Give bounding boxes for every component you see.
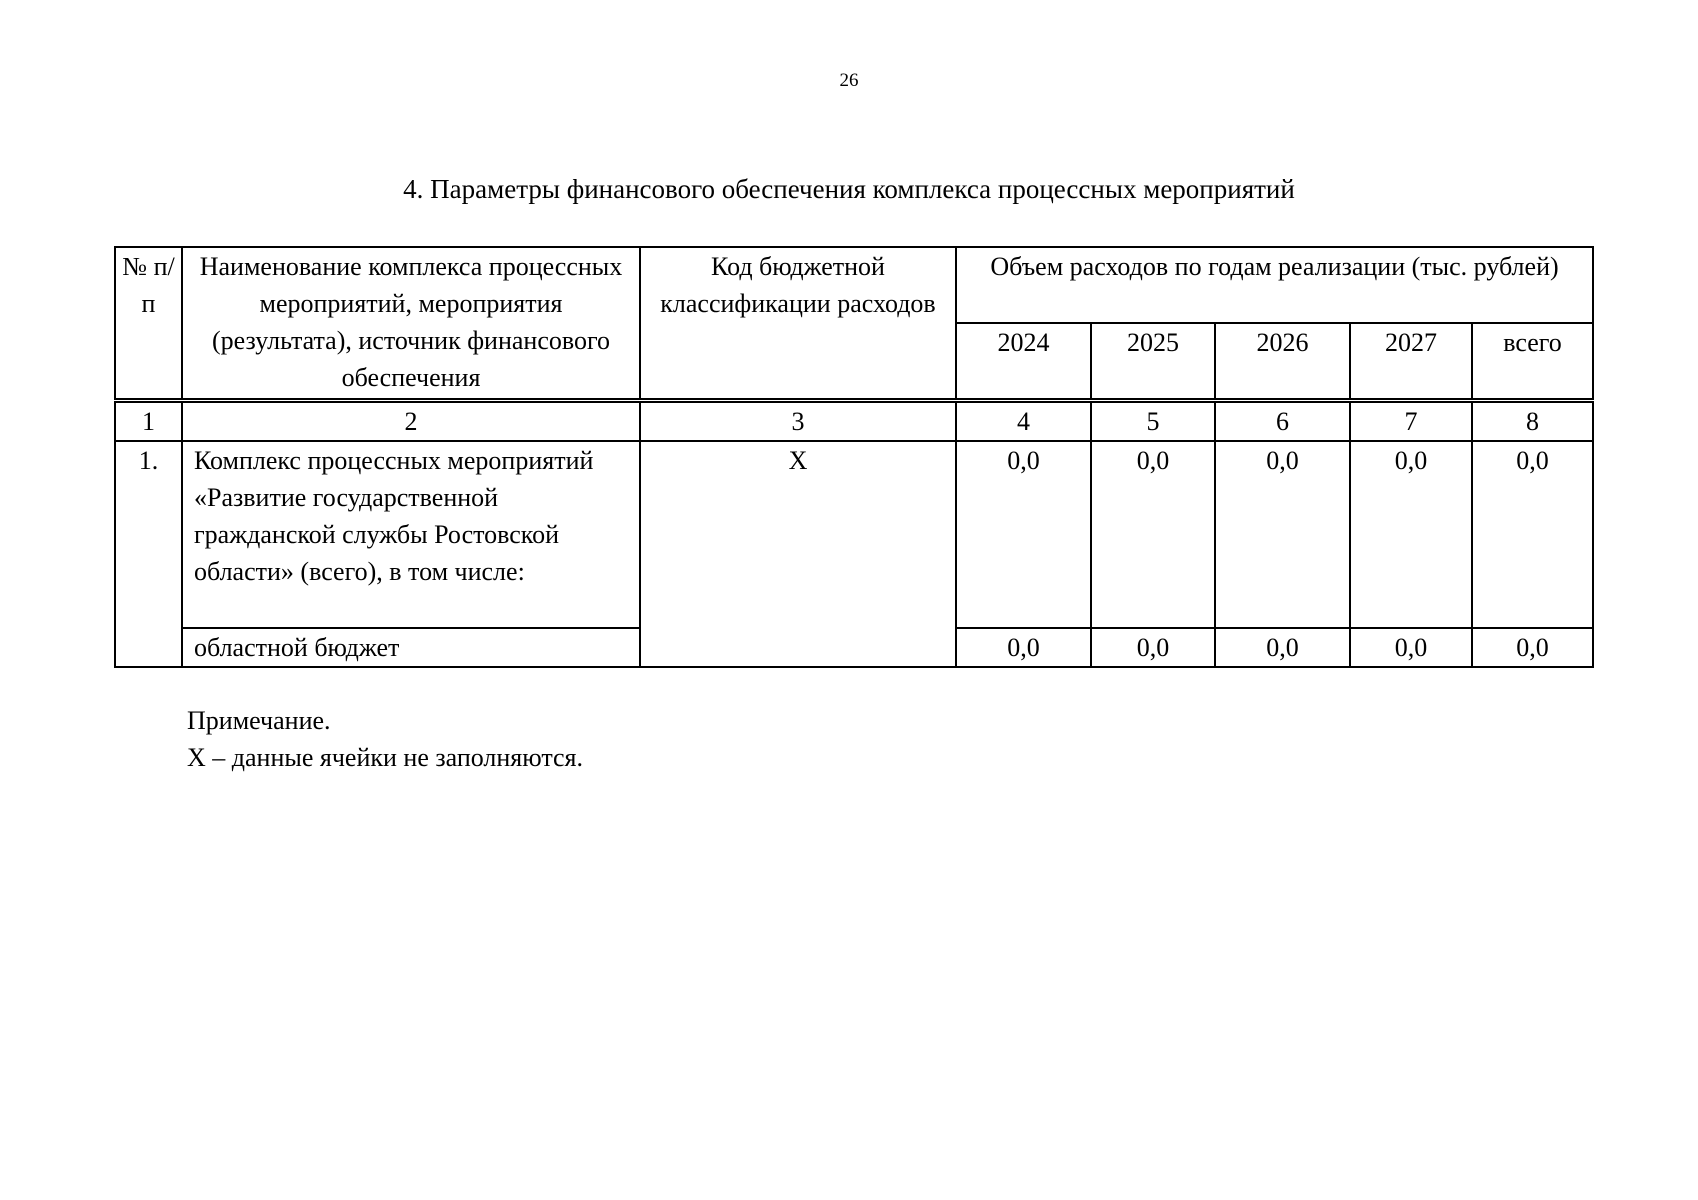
value-2024: 0,0 bbox=[956, 628, 1091, 667]
value-2027: 0,0 bbox=[1350, 441, 1472, 628]
value-total: 0,0 bbox=[1472, 441, 1593, 628]
row-name: Комплекс процессных мероприятий «Развитие государственной гражданской службы Ростовской области» (всего), в том числе: bbox=[182, 441, 640, 628]
financing-table bbox=[114, 246, 1594, 668]
value-2024: 0,0 bbox=[956, 441, 1091, 628]
page-number: 26 bbox=[839, 70, 859, 91]
column-number: 5 bbox=[1091, 401, 1215, 442]
column-number: 6 bbox=[1215, 401, 1350, 442]
column-number: 1 bbox=[115, 401, 182, 442]
column-number: 4 bbox=[956, 401, 1091, 442]
row-kbk: Х bbox=[640, 441, 956, 667]
header-year-2026: 2026 bbox=[1215, 323, 1350, 401]
value-2025: 0,0 bbox=[1091, 628, 1215, 667]
row-name: областной бюджет bbox=[182, 628, 640, 667]
column-numbers-row bbox=[115, 401, 1593, 442]
value-2027: 0,0 bbox=[1350, 628, 1472, 667]
value-2026: 0,0 bbox=[1215, 628, 1350, 667]
header-year-total: всего bbox=[1472, 323, 1593, 401]
table-header-row bbox=[115, 247, 1593, 323]
header-kbk: Код бюджетной классификации расходов bbox=[640, 247, 956, 401]
column-number: 7 bbox=[1350, 401, 1472, 442]
header-num: № п/п bbox=[115, 247, 182, 401]
header-name: Наименование комплекса процессных мероприятий, мероприятия (результата), источник финансового обеспечения bbox=[182, 247, 640, 401]
value-total: 0,0 bbox=[1472, 628, 1593, 667]
value-2026: 0,0 bbox=[1215, 441, 1350, 628]
column-number: 8 bbox=[1472, 401, 1593, 442]
header-year-2027: 2027 bbox=[1350, 323, 1472, 401]
table-row-complex bbox=[115, 441, 1593, 628]
header-volume: Объем расходов по годам реализации (тыс. рублей) bbox=[956, 247, 1593, 323]
section-title: 4. Параметры финансового обеспечения комплекса процессных мероприятий bbox=[403, 174, 1295, 204]
header-year-2024: 2024 bbox=[956, 323, 1091, 401]
header-year-2025: 2025 bbox=[1091, 323, 1215, 401]
column-number: 3 bbox=[640, 401, 956, 442]
value-2025: 0,0 bbox=[1091, 441, 1215, 628]
column-number: 2 bbox=[182, 401, 640, 442]
note bbox=[187, 702, 583, 776]
row-number: 1. bbox=[115, 441, 182, 667]
note-title: Примечание. bbox=[187, 706, 331, 735]
note-text: Х – данные ячейки не заполняются. bbox=[187, 743, 584, 772]
